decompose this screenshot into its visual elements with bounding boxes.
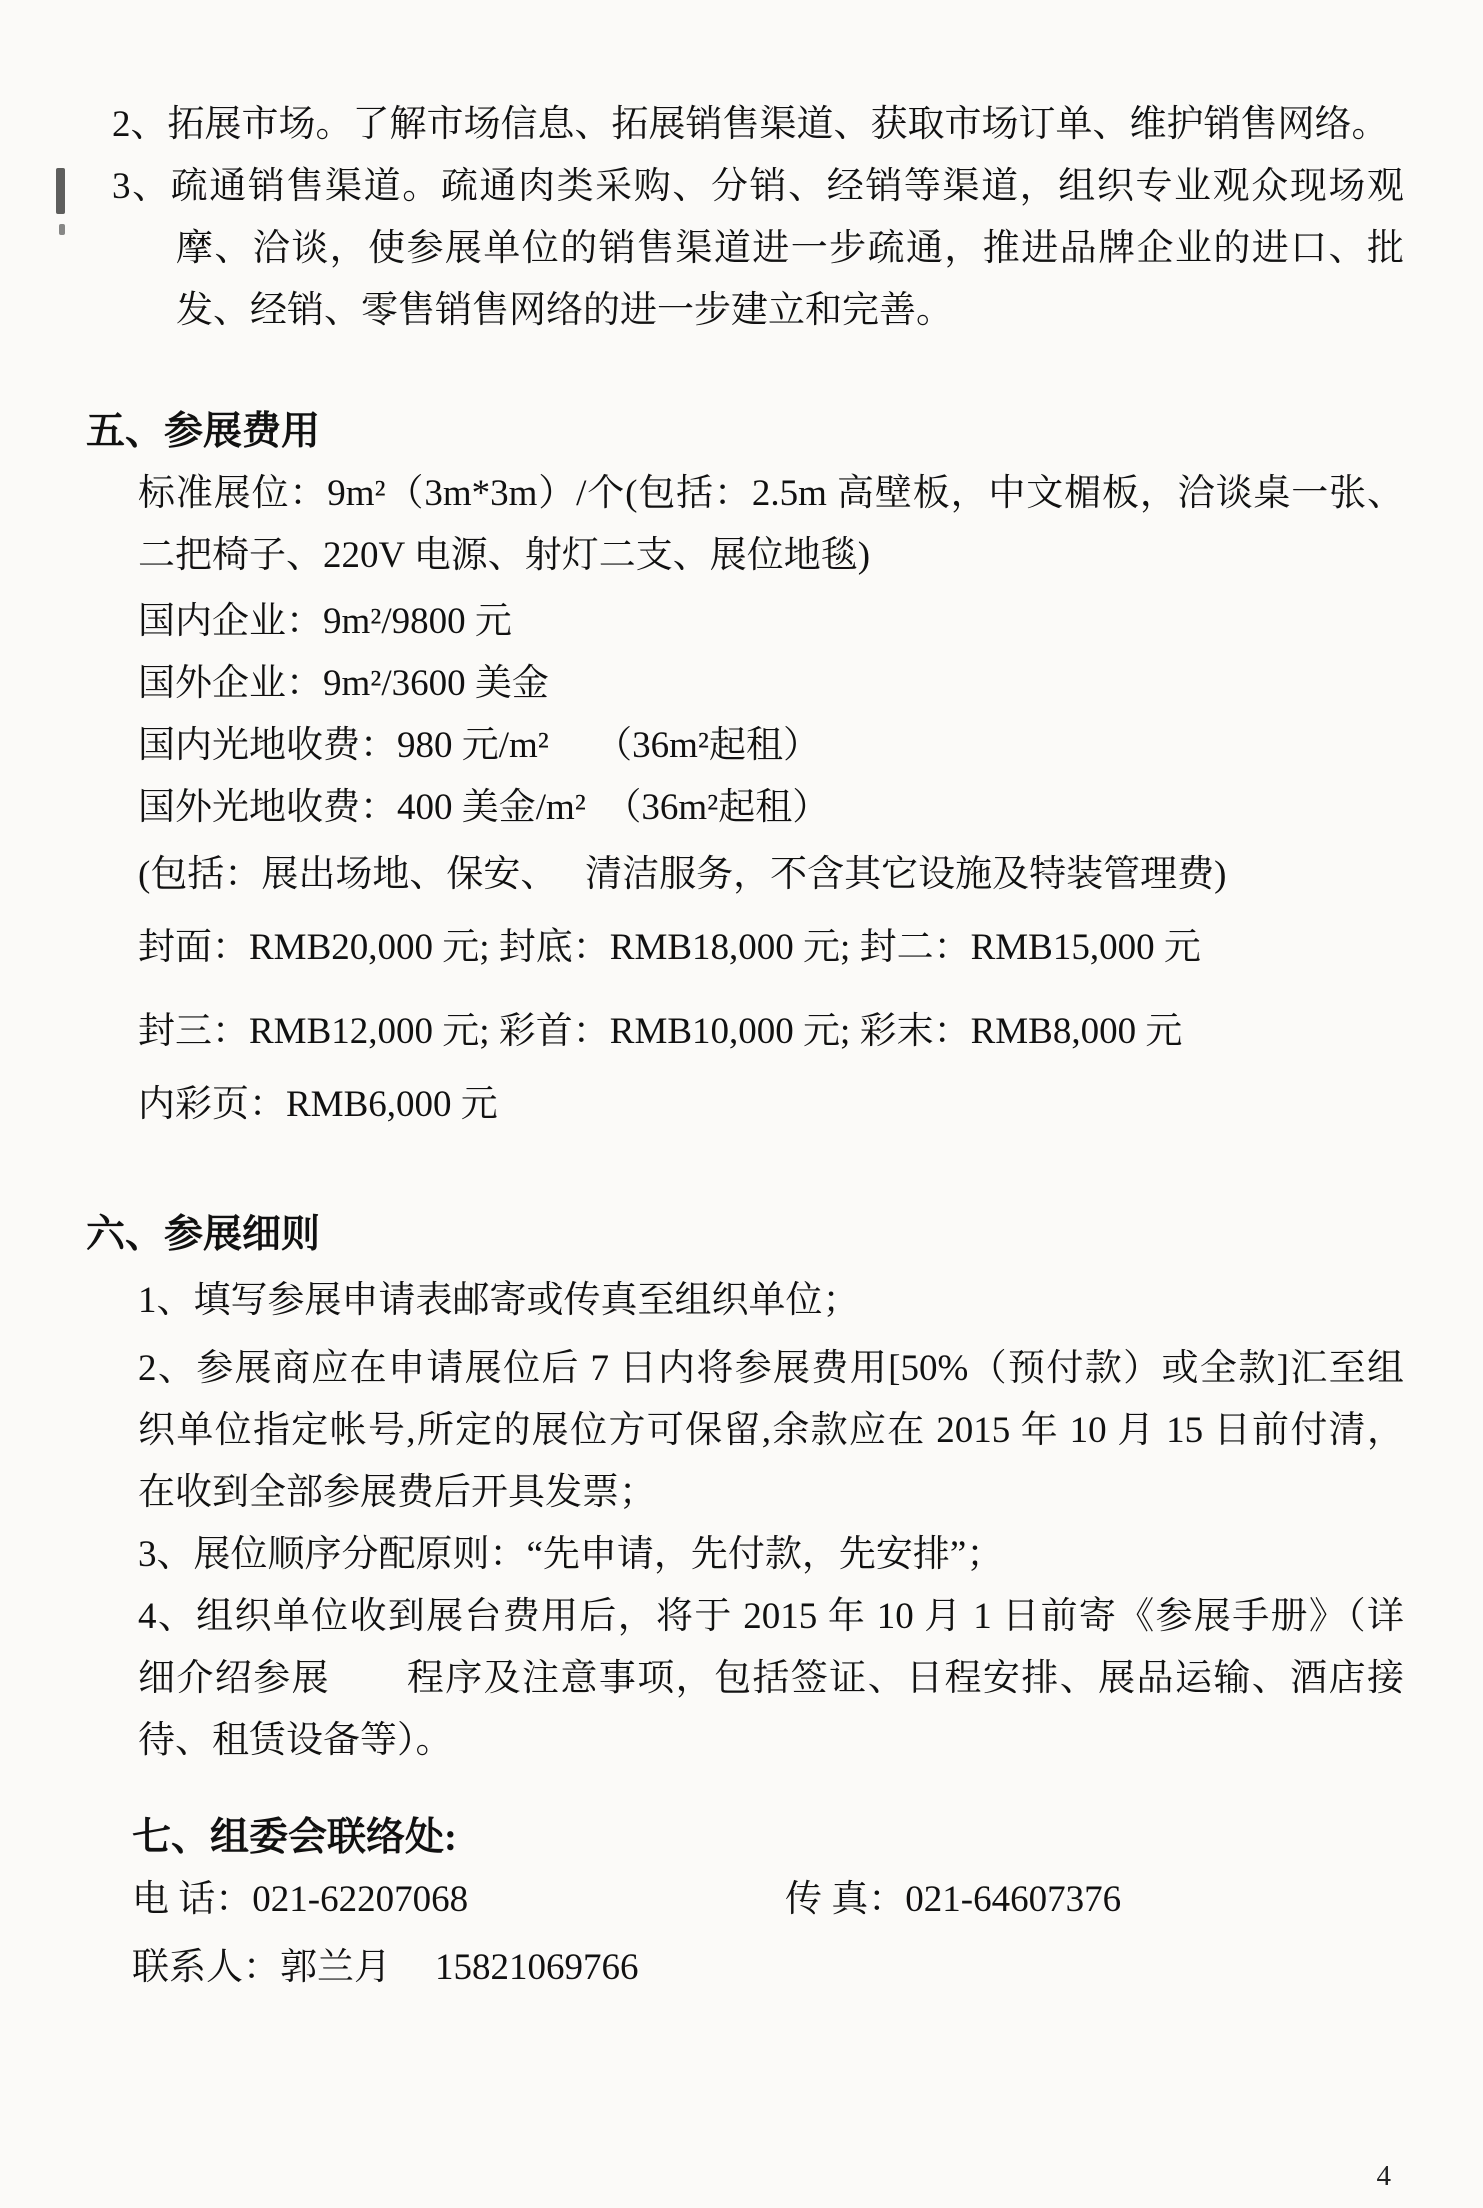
fee-foreign-enterprise: 国外企业：9m²/3600 美金 <box>138 663 549 704</box>
rule-2-line-1: 2、参展商应在申请展位后 7 日内将参展费用[50%（预付款）或全款]汇至组 <box>138 1348 1404 1389</box>
rule-3: 3、展位顺序分配原则：“先申请，先付款，先安排”； <box>138 1534 1004 1575</box>
mobile-number: 15821069766 <box>435 1947 639 1988</box>
fee-foreign-raw-space: 国外光地收费：400 美金/m² （36m²起租） <box>138 787 830 828</box>
intro-item-2: 2、拓展市场。了解市场信息、拓展销售渠道、获取市场订单、维护销售网络。 <box>112 104 1389 145</box>
standard-booth-line-2: 二把椅子、220V 电源、射灯二支、展位地毯) <box>138 535 871 576</box>
contact-person-line <box>132 1937 1404 1999</box>
fee-included-note: (包括：展出场地、保安、 清洁服务，不含其它设施及特装管理费) <box>138 854 1227 895</box>
section6-heading: 六、参展细则 <box>86 1213 321 1256</box>
rule-4-line-1: 4、组织单位收到展台费用后，将于 2015 年 10 月 1 日前寄《参展手册》（详 <box>138 1596 1404 1637</box>
ad-fee-line-2: 封三：RMB12,000 元; 彩首：RMB10,000 元; 彩末：RMB8,000 元 <box>138 1011 1183 1052</box>
rule-1: 1、填写参展申请表邮寄或传真至组织单位； <box>138 1280 860 1321</box>
phone-fax-line <box>132 1869 1404 1931</box>
fee-domestic-enterprise: 国内企业：9m²/9800 元 <box>138 601 512 642</box>
intro-item-3-line-3: 发、经销、零售销售网络的进一步建立和完善。 <box>176 290 953 331</box>
rule-4-line-3: 待、租赁设备等）。 <box>138 1720 453 1761</box>
section7-heading: 七、组委会联络处: <box>132 1816 457 1859</box>
phone-number: 电 话：021-62207068 <box>132 1879 469 1920</box>
section5-heading: 五、参展费用 <box>86 410 321 453</box>
contact-person: 联系人：郭兰月 <box>132 1947 391 1988</box>
page-number: 4 <box>1376 2160 1391 2192</box>
intro-item-3-line-2: 摩、洽谈，使参展单位的销售渠道进一步疏通，推进品牌企业的进口、批 <box>176 228 1404 269</box>
fee-domestic-raw-space: 国内光地收费：980 元/m² （36m²起租） <box>138 725 821 766</box>
standard-booth-line-1: 标准展位：9m²（3m*3m）/个(包括：2.5m 高壁板，中文楣板，洽谈桌一张、 <box>138 473 1404 514</box>
ad-fee-line-1: 封面：RMB20,000 元; 封底：RMB18,000 元; 封二：RMB15,000 元 <box>138 927 1201 968</box>
intro-item-3-line-1: 3、疏通销售渠道。疏通肉类采购、分销、经销等渠道，组织专业观众现场观 <box>112 166 1404 207</box>
fax-number: 传 真：021-64607376 <box>785 1879 1122 1920</box>
ad-fee-line-3: 内彩页：RMB6,000 元 <box>138 1084 498 1125</box>
rule-2-line-2: 织单位指定帐号,所定的展位方可保留,余款应在 2015 年 10 月 15 日前付清， <box>138 1410 1404 1451</box>
rule-2-line-3: 在收到全部参展费后开具发票； <box>138 1472 656 1513</box>
rule-4-line-2: 细介绍参展 程序及注意事项，包括签证、日程安排、展品运输、酒店接 <box>138 1658 1404 1699</box>
